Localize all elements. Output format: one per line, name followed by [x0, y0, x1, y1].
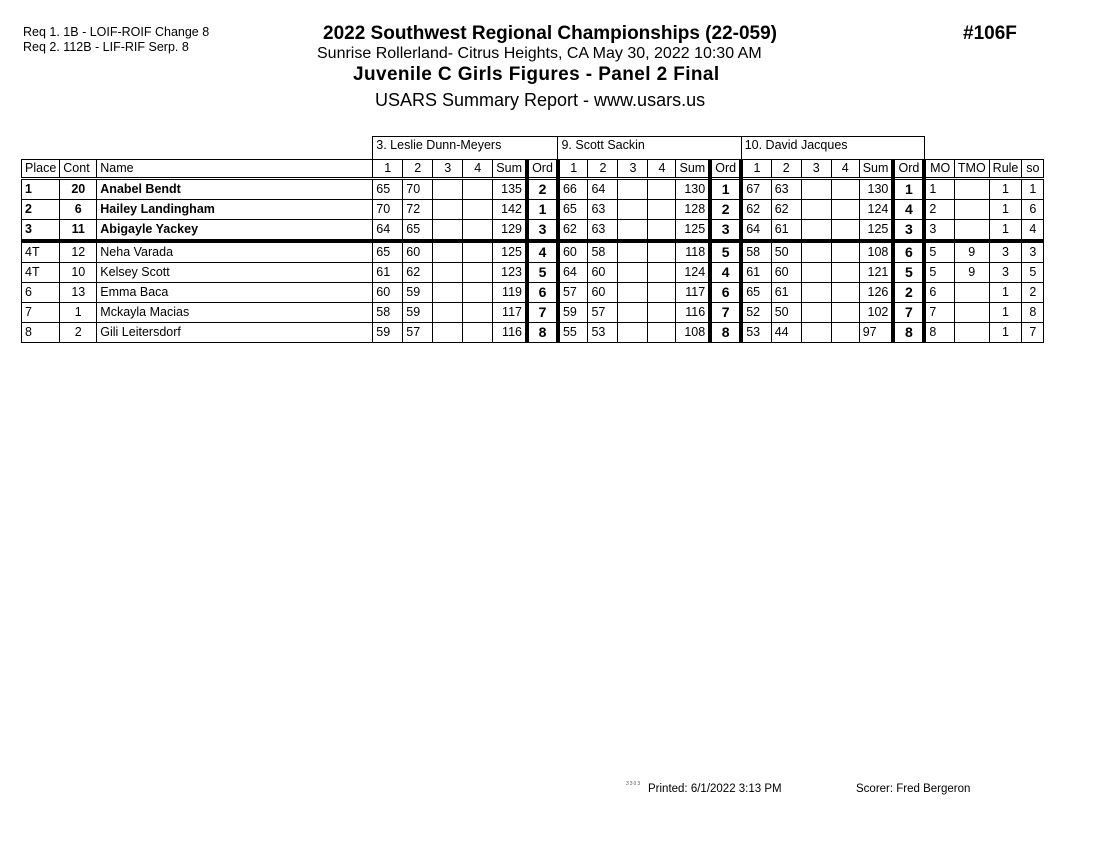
judge3-fig2-score: 62 — [771, 200, 801, 220]
judge1-fig3-score — [433, 323, 463, 343]
col-j3-fig3: 3 — [801, 160, 831, 179]
judge1-ordinal: 5 — [527, 263, 558, 283]
so-cell: 2 — [1022, 283, 1044, 303]
judge-2-name: 9. Scott Sackin — [558, 137, 741, 160]
so-cell: 5 — [1022, 263, 1044, 283]
table-row — [22, 283, 1044, 303]
judge3-fig1-score: 58 — [741, 241, 771, 263]
table-row — [22, 263, 1044, 283]
judge3-fig1-score: 65 — [741, 283, 771, 303]
version-mark: 3303 — [626, 781, 642, 787]
judge2-fig3-score — [618, 200, 648, 220]
so-cell: 7 — [1022, 323, 1044, 343]
so-cell: 4 — [1022, 220, 1044, 242]
rule-cell: 1 — [989, 283, 1022, 303]
judge3-fig3-score — [801, 323, 831, 343]
judge3-sum: 121 — [859, 263, 893, 283]
name-cell: Kelsey Scott — [97, 263, 373, 283]
report-title: USARS Summary Report - www.usars.us — [375, 90, 706, 110]
judge3-ordinal: 4 — [893, 200, 924, 220]
so-cell: 6 — [1022, 200, 1044, 220]
col-j1-fig2: 2 — [403, 160, 433, 179]
judge1-fig4-score — [463, 220, 493, 242]
col-rule: Rule — [989, 160, 1022, 179]
table-row — [22, 200, 1044, 220]
judge1-sum: 119 — [493, 283, 527, 303]
judge1-fig1-score: 65 — [373, 179, 403, 200]
judge1-fig4-score — [463, 263, 493, 283]
table-row — [22, 241, 1044, 263]
col-name: Name — [97, 160, 373, 179]
judge2-ordinal: 1 — [710, 179, 741, 200]
judge2-fig1-score: 65 — [558, 200, 588, 220]
place-cell: 1 — [22, 179, 60, 200]
so-cell: 3 — [1022, 241, 1044, 263]
col-cont: Cont — [60, 160, 97, 179]
judge1-ordinal: 3 — [527, 220, 558, 242]
judge-header-row — [22, 137, 1044, 160]
so-cell: 1 — [1022, 179, 1044, 200]
col-j2-fig1: 1 — [558, 160, 588, 179]
col-place: Place — [22, 160, 60, 179]
judge1-sum: 116 — [493, 323, 527, 343]
judge-3-name: 10. David Jacques — [741, 137, 924, 160]
judge3-fig4-score — [831, 303, 859, 323]
judge1-fig4-score — [463, 179, 493, 200]
cont-cell: 12 — [60, 241, 97, 263]
requirement-1: Req 1. 1B - LOIF-ROIF Change 8 — [23, 25, 210, 39]
tmo-cell — [954, 179, 989, 200]
judge2-fig4-score — [648, 303, 676, 323]
col-so: so — [1022, 160, 1044, 179]
col-j2-sum: Sum — [676, 160, 710, 179]
col-j3-ord: Ord — [893, 160, 924, 179]
scorer-name: Scorer: Fred Bergeron — [856, 783, 971, 795]
judge2-fig1-score: 62 — [558, 220, 588, 242]
judge2-fig2-score: 57 — [588, 303, 618, 323]
name-cell: Neha Varada — [97, 241, 373, 263]
judge3-sum: 108 — [859, 241, 893, 263]
judge3-ordinal: 7 — [893, 303, 924, 323]
judge1-sum: 125 — [493, 241, 527, 263]
judge2-fig1-score: 59 — [558, 303, 588, 323]
cont-cell: 10 — [60, 263, 97, 283]
judge2-ordinal: 6 — [710, 283, 741, 303]
judge3-sum: 125 — [859, 220, 893, 242]
results-table — [21, 136, 1044, 343]
col-j3-fig1: 1 — [741, 160, 771, 179]
judge2-fig2-score: 63 — [588, 200, 618, 220]
judge2-sum: 108 — [676, 323, 710, 343]
judge1-fig1-score: 64 — [373, 220, 403, 242]
judge2-ordinal: 8 — [710, 323, 741, 343]
tmo-cell — [954, 220, 989, 242]
judge1-fig3-score — [433, 241, 463, 263]
judge2-fig3-score — [618, 241, 648, 263]
judge3-fig3-score — [801, 220, 831, 242]
judge2-fig1-score: 66 — [558, 179, 588, 200]
judge3-fig3-score — [801, 179, 831, 200]
judge3-fig1-score: 62 — [741, 200, 771, 220]
judge2-fig1-score: 60 — [558, 241, 588, 263]
judge1-fig2-score: 62 — [403, 263, 433, 283]
place-cell: 7 — [22, 303, 60, 323]
judge2-sum: 124 — [676, 263, 710, 283]
judge1-fig3-score — [433, 283, 463, 303]
judge2-fig2-score: 60 — [588, 263, 618, 283]
judge3-fig1-score: 53 — [741, 323, 771, 343]
table-row — [22, 179, 1044, 200]
rule-cell: 1 — [989, 323, 1022, 343]
place-cell: 3 — [22, 220, 60, 242]
mo-cell: 7 — [924, 303, 954, 323]
judge3-ordinal: 1 — [893, 179, 924, 200]
judge1-sum: 123 — [493, 263, 527, 283]
mo-cell: 1 — [924, 179, 954, 200]
judge3-fig1-score: 61 — [741, 263, 771, 283]
judge3-fig4-score — [831, 220, 859, 242]
judge1-ordinal: 4 — [527, 241, 558, 263]
judge2-fig1-score: 57 — [558, 283, 588, 303]
judge2-fig2-score: 60 — [588, 283, 618, 303]
rule-cell: 1 — [989, 179, 1022, 200]
judge3-fig3-score — [801, 263, 831, 283]
competition-title: 2022 Southwest Regional Championships (22-059) — [323, 23, 777, 44]
table-row — [22, 323, 1044, 343]
judge2-fig3-score — [618, 283, 648, 303]
judge2-fig4-score — [648, 179, 676, 200]
judge3-fig2-score: 60 — [771, 263, 801, 283]
tmo-cell — [954, 303, 989, 323]
rule-cell: 1 — [989, 303, 1022, 323]
judge1-fig1-score: 60 — [373, 283, 403, 303]
judge2-fig4-score — [648, 263, 676, 283]
judge2-fig2-score: 53 — [588, 323, 618, 343]
judge1-fig2-score: 59 — [403, 303, 433, 323]
place-cell: 4T — [22, 241, 60, 263]
name-cell: Gili Leitersdorf — [97, 323, 373, 343]
judge3-fig4-score — [831, 263, 859, 283]
name-cell: Anabel Bendt — [97, 179, 373, 200]
judge1-ordinal: 6 — [527, 283, 558, 303]
judge2-fig3-score — [618, 179, 648, 200]
tmo-cell: 9 — [954, 241, 989, 263]
judge2-fig4-score — [648, 200, 676, 220]
name-cell: Emma Baca — [97, 283, 373, 303]
rule-cell: 1 — [989, 200, 1022, 220]
judge1-fig4-score — [463, 303, 493, 323]
judge2-sum: 116 — [676, 303, 710, 323]
judge2-fig1-score: 64 — [558, 263, 588, 283]
judge3-fig2-score: 44 — [771, 323, 801, 343]
mo-cell: 6 — [924, 283, 954, 303]
cont-cell: 20 — [60, 179, 97, 200]
mo-cell: 5 — [924, 241, 954, 263]
judge3-ordinal: 6 — [893, 241, 924, 263]
judge2-sum: 117 — [676, 283, 710, 303]
event-number: #106F — [963, 23, 1017, 44]
judge1-fig4-score — [463, 283, 493, 303]
event-title: Juvenile C Girls Figures - Panel 2 Final — [353, 64, 720, 85]
judge3-fig4-score — [831, 323, 859, 343]
requirement-2: Req 2. 112B - LIF-RIF Serp. 8 — [23, 40, 189, 54]
judge2-sum: 118 — [676, 241, 710, 263]
judge1-fig4-score — [463, 323, 493, 343]
judge3-fig2-score: 63 — [771, 179, 801, 200]
judge2-fig4-score — [648, 323, 676, 343]
judge1-fig2-score: 70 — [403, 179, 433, 200]
judge3-sum: 124 — [859, 200, 893, 220]
cont-cell: 13 — [60, 283, 97, 303]
judge1-fig4-score — [463, 241, 493, 263]
col-j2-fig4: 4 — [648, 160, 676, 179]
judge3-fig2-score: 61 — [771, 220, 801, 242]
rule-cell: 3 — [989, 241, 1022, 263]
judge1-fig1-score: 58 — [373, 303, 403, 323]
venue-line: Sunrise Rollerland- Citrus Heights, CA May 30, 2022 10:30 AM — [317, 45, 762, 62]
judge1-fig1-score: 70 — [373, 200, 403, 220]
table-row — [22, 220, 1044, 242]
judge3-fig3-score — [801, 200, 831, 220]
judge1-ordinal: 8 — [527, 323, 558, 343]
place-cell: 8 — [22, 323, 60, 343]
judge1-fig2-score: 57 — [403, 323, 433, 343]
place-cell: 6 — [22, 283, 60, 303]
judge3-fig3-score — [801, 303, 831, 323]
judge1-fig2-score: 60 — [403, 241, 433, 263]
table-row — [22, 303, 1044, 323]
tmo-cell — [954, 200, 989, 220]
judge1-fig3-score — [433, 220, 463, 242]
judge-1-name: 3. Leslie Dunn-Meyers — [373, 137, 558, 160]
col-j3-sum: Sum — [859, 160, 893, 179]
judge2-fig4-score — [648, 241, 676, 263]
place-cell: 4T — [22, 263, 60, 283]
judge1-sum: 135 — [493, 179, 527, 200]
judge2-fig3-score — [618, 303, 648, 323]
col-j2-fig2: 2 — [588, 160, 618, 179]
name-cell: Mckayla Macias — [97, 303, 373, 323]
judge3-sum: 102 — [859, 303, 893, 323]
judge1-fig2-score: 59 — [403, 283, 433, 303]
mo-cell: 5 — [924, 263, 954, 283]
judge3-fig3-score — [801, 283, 831, 303]
judge1-ordinal: 7 — [527, 303, 558, 323]
col-j3-fig2: 2 — [771, 160, 801, 179]
judge3-ordinal: 5 — [893, 263, 924, 283]
judge2-fig2-score: 58 — [588, 241, 618, 263]
blank-cell — [22, 137, 373, 160]
judge1-ordinal: 1 — [527, 200, 558, 220]
judge1-fig4-score — [463, 200, 493, 220]
judge1-sum: 129 — [493, 220, 527, 242]
judge3-fig4-score — [831, 200, 859, 220]
judge3-sum: 97 — [859, 323, 893, 343]
judge3-fig3-score — [801, 241, 831, 263]
name-cell: Hailey Landingham — [97, 200, 373, 220]
judge2-ordinal: 4 — [710, 263, 741, 283]
judge2-sum: 130 — [676, 179, 710, 200]
cont-cell: 2 — [60, 323, 97, 343]
so-cell: 8 — [1022, 303, 1044, 323]
col-j1-fig3: 3 — [433, 160, 463, 179]
rule-cell: 1 — [989, 220, 1022, 242]
mo-cell: 3 — [924, 220, 954, 242]
judge2-fig3-score — [618, 220, 648, 242]
judge3-ordinal: 3 — [893, 220, 924, 242]
judge1-fig3-score — [433, 179, 463, 200]
judge2-fig1-score: 55 — [558, 323, 588, 343]
judge1-fig3-score — [433, 263, 463, 283]
printed-timestamp: Printed: 6/1/2022 3:13 PM — [648, 783, 782, 795]
judge1-fig1-score: 65 — [373, 241, 403, 263]
judge1-fig2-score: 72 — [403, 200, 433, 220]
judge3-sum: 126 — [859, 283, 893, 303]
judge3-fig1-score: 64 — [741, 220, 771, 242]
judge1-fig3-score — [433, 303, 463, 323]
judge2-fig2-score: 63 — [588, 220, 618, 242]
judge1-fig1-score: 61 — [373, 263, 403, 283]
judge3-fig4-score — [831, 241, 859, 263]
judge1-ordinal: 2 — [527, 179, 558, 200]
judge2-fig2-score: 64 — [588, 179, 618, 200]
judge3-fig4-score — [831, 179, 859, 200]
judge3-fig2-score: 50 — [771, 303, 801, 323]
col-j3-fig4: 4 — [831, 160, 859, 179]
judge3-ordinal: 8 — [893, 323, 924, 343]
tmo-cell — [954, 283, 989, 303]
judge3-sum: 130 — [859, 179, 893, 200]
judge3-ordinal: 2 — [893, 283, 924, 303]
judge2-fig4-score — [648, 220, 676, 242]
mo-cell: 8 — [924, 323, 954, 343]
cont-cell: 11 — [60, 220, 97, 242]
judge3-fig2-score: 50 — [771, 241, 801, 263]
judge3-fig2-score: 61 — [771, 283, 801, 303]
col-j1-fig1: 1 — [373, 160, 403, 179]
judge2-ordinal: 3 — [710, 220, 741, 242]
col-j1-ord: Ord — [527, 160, 558, 179]
col-j1-sum: Sum — [493, 160, 527, 179]
judge3-fig1-score: 52 — [741, 303, 771, 323]
judge2-fig3-score — [618, 263, 648, 283]
judge1-sum: 142 — [493, 200, 527, 220]
judge2-ordinal: 5 — [710, 241, 741, 263]
column-header-row — [22, 160, 1044, 179]
judge3-fig1-score: 67 — [741, 179, 771, 200]
judge2-fig3-score — [618, 323, 648, 343]
judge2-sum: 128 — [676, 200, 710, 220]
rule-cell: 3 — [989, 263, 1022, 283]
judge2-fig4-score — [648, 283, 676, 303]
col-j2-fig3: 3 — [618, 160, 648, 179]
tmo-cell — [954, 323, 989, 343]
place-cell: 2 — [22, 200, 60, 220]
judge1-fig3-score — [433, 200, 463, 220]
judge3-fig4-score — [831, 283, 859, 303]
name-cell: Abigayle Yackey — [97, 220, 373, 242]
col-j1-fig4: 4 — [463, 160, 493, 179]
col-tmo: TMO — [954, 160, 989, 179]
cont-cell: 1 — [60, 303, 97, 323]
judge1-fig1-score: 59 — [373, 323, 403, 343]
judge2-ordinal: 2 — [710, 200, 741, 220]
mo-cell: 2 — [924, 200, 954, 220]
judge2-sum: 125 — [676, 220, 710, 242]
judge2-ordinal: 7 — [710, 303, 741, 323]
col-j2-ord: Ord — [710, 160, 741, 179]
cont-cell: 6 — [60, 200, 97, 220]
judge1-fig2-score: 65 — [403, 220, 433, 242]
blank-cell — [924, 137, 1044, 160]
judge1-sum: 117 — [493, 303, 527, 323]
col-mo: MO — [924, 160, 954, 179]
tmo-cell: 9 — [954, 263, 989, 283]
